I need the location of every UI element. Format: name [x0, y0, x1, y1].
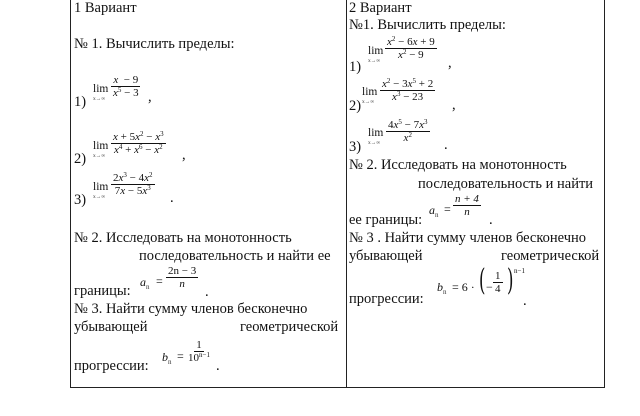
variant1-task3-line2a: убывающей	[74, 319, 148, 335]
worksheet-page: 1 Вариант № 1. Вычислить пределы: 1) lim x→∞ $\frac{x - 9}{x^5 - 3}$ , 2) lim x→∞ $\frac{x + 5x^2 - x^3}{x^4 + x^6 - x^2}$ , 3) lim x→∞ $\frac{2x^3 - 4x^2}{7x - 5x^3}$ . № 2. Исследовать на монотонность последовательность и найти ее границы: $a_n$ = $\frac{2n - 3}{n}$ . № 3. Найти сумму членов бесконечно убывающей геометрической прогрессии: $b_n$ = $\frac{1}{10^{n-1}}$ . 2 Вариант №1. Вычислить пределы: 1) lim x→∞ $\frac{x^2 - 6x + 9}{x^2 - 9}$ , 2) lim x→∞ $\frac{x^2 - 3x^5 + 2}{x^3 - 23}$ , 3) lim x→∞ $\frac{4x^5 - 7x^3}{x^2}$ . № 2. Исследовать на монотонность последовательность и найти ее границы: $a_n$ = $\frac{n + 4}{n}$ . № 3 . Найти сумму членов бесконечно убывающей геометрической прогрессии: $b_n$ = 6 · ( − $\frac{1}{4}$ ) n−1 .	[0, 0, 640, 416]
variant2-task3-line2b: геометрической	[501, 248, 600, 264]
lim-subscript: x→∞	[93, 96, 106, 102]
item-number: 1)	[349, 59, 362, 75]
fraction: $\frac{x + 5x^2 - x^3}{x^4 + x^6 - x^2}$	[113, 130, 164, 156]
exponent: n−1	[514, 267, 525, 275]
lim-subscript: x→∞	[362, 99, 375, 105]
variant1-task2-line3: границы:	[74, 283, 131, 299]
lim-subscript: x→∞	[93, 194, 106, 200]
fraction: $\frac{2n - 3}{n}$	[168, 265, 197, 290]
variant2-task1-title: №1. Вычислить пределы:	[349, 17, 506, 33]
item-number: 1)	[74, 94, 87, 110]
lim-subscript: x→∞	[368, 58, 381, 64]
right-paren: )	[507, 263, 514, 298]
item-end: .	[444, 137, 448, 153]
lim-label: lim	[368, 45, 384, 57]
column-divider	[346, 0, 347, 388]
variant2-task2-line2: последовательность и найти	[418, 176, 594, 192]
item-end: ,	[148, 89, 152, 105]
item-number: 3)	[349, 139, 362, 155]
formula-end: .	[205, 284, 209, 300]
fraction: $\frac{4x^5 - 7x^3}{x^2}$	[388, 118, 428, 144]
variant2-task3-line1: № 3 . Найти сумму членов бесконечно	[349, 230, 587, 246]
variant2-task3-line3: прогрессии:	[349, 291, 424, 307]
lim-label: lim	[368, 127, 384, 139]
variant1-task3-line1: № 3. Найти сумму членов бесконечно	[74, 301, 308, 317]
formula-end: .	[216, 358, 220, 374]
item-end: .	[170, 190, 174, 206]
fraction: $\frac{x^2 - 3x^5 + 2}{x^3 - 23}$	[382, 77, 434, 103]
item-end: ,	[452, 97, 456, 113]
fraction: $\frac{x - 9}{x^5 - 3}$	[113, 74, 139, 99]
lim-label: lim	[93, 140, 109, 152]
variant2-task2-line1: № 2. Исследовать на монотонность	[349, 157, 567, 173]
formula-end: .	[489, 212, 493, 228]
fraction: $\frac{x^2 - 6x + 9}{x^2 - 9}$	[387, 35, 435, 61]
lim-label: lim	[93, 83, 109, 95]
variant2-task2-line3: ее границы:	[349, 212, 423, 228]
item-end: ,	[448, 55, 452, 71]
variant1-header: 1 Вариант	[74, 0, 137, 16]
variant1-task3-line2b: геометрической	[240, 319, 339, 335]
item-end: ,	[182, 147, 186, 163]
lim-label: lim	[362, 86, 378, 98]
fraction: $\frac{1}{4}$	[495, 270, 501, 295]
formula-end: .	[523, 293, 527, 309]
variant1-task2-line1: № 2. Исследовать на монотонность	[74, 230, 292, 246]
lim-subscript: x→∞	[368, 140, 381, 146]
fraction: $\frac{2x^3 - 4x^2}{7x - 5x^3}$	[113, 171, 153, 197]
item-number: 2)	[74, 151, 87, 167]
fraction: $\frac{n + 4}{n}$	[455, 193, 479, 218]
variant2-header: 2 Вариант	[349, 0, 412, 16]
variant1-task2-line2: последовательность и найти ее	[139, 248, 331, 264]
item-number: 3)	[74, 192, 87, 208]
variant1-task3-line3: прогрессии:	[74, 358, 149, 374]
variant2-task3-line2a: убывающей	[349, 248, 423, 264]
fraction: $\frac{1}{10^{n-1}}$	[188, 339, 210, 364]
left-paren: (	[479, 263, 486, 298]
lim-label: lim	[93, 181, 109, 193]
item-number: 2)	[349, 98, 362, 114]
variant1-task1-title: № 1. Вычислить пределы:	[74, 36, 235, 52]
lim-subscript: x→∞	[93, 153, 106, 159]
